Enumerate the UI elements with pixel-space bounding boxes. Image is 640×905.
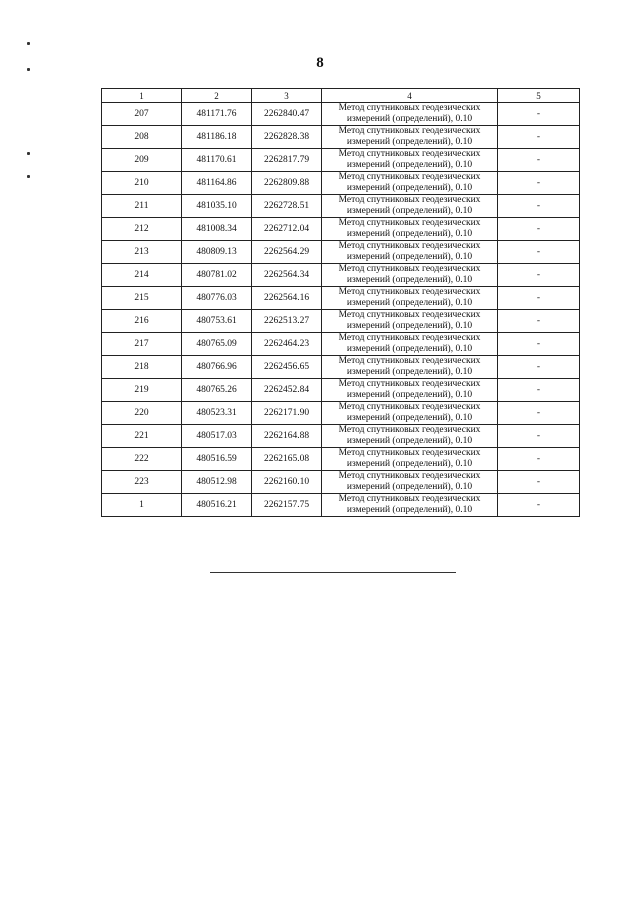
y-coordinate-cell: 2262828.38 xyxy=(252,126,322,149)
y-coordinate-cell: 2262564.34 xyxy=(252,264,322,287)
y-coordinate-cell: 2262160.10 xyxy=(252,471,322,494)
header-cell: 1 xyxy=(102,89,182,103)
method-cell xyxy=(322,448,498,471)
method-line: Метод спутниковых геодезических xyxy=(338,103,481,113)
table-row xyxy=(102,425,580,448)
y-coordinate-cell: 2262564.29 xyxy=(252,241,322,264)
table-row xyxy=(102,287,580,310)
method-line: Метод спутниковых геодезических xyxy=(338,333,481,343)
table-row xyxy=(102,379,580,402)
method-cell xyxy=(322,264,498,287)
y-coordinate-cell: 2262164.88 xyxy=(252,425,322,448)
method-cell xyxy=(322,126,498,149)
y-coordinate-cell: 2262513.27 xyxy=(252,310,322,333)
method-cell xyxy=(322,287,498,310)
y-coordinate-cell: 2262157.75 xyxy=(252,494,322,517)
y-coordinate-cell: 2262165.08 xyxy=(252,448,322,471)
x-coordinate-cell: 480809.13 xyxy=(182,241,252,264)
method-line: Метод спутниковых геодезических xyxy=(338,425,481,435)
y-coordinate-cell: 2262728.51 xyxy=(252,195,322,218)
header-cell: 5 xyxy=(498,89,580,103)
table-row xyxy=(102,103,580,126)
x-coordinate-cell: 481171.76 xyxy=(182,103,252,126)
x-coordinate-cell: 481035.10 xyxy=(182,195,252,218)
method-cell xyxy=(322,402,498,425)
method-line: Метод спутниковых геодезических xyxy=(338,287,481,297)
method-line: Метод спутниковых геодезических xyxy=(338,241,481,251)
method-line: Метод спутниковых геодезических xyxy=(338,494,481,504)
coordinates-table xyxy=(101,88,580,517)
method-line: Метод спутниковых геодезических xyxy=(338,149,481,159)
x-coordinate-cell: 481008.34 xyxy=(182,218,252,241)
y-coordinate-cell: 2262712.04 xyxy=(252,218,322,241)
point-number-cell: 218 xyxy=(102,356,182,379)
method-line: Метод спутниковых геодезических xyxy=(338,402,481,412)
table-row xyxy=(102,448,580,471)
point-number-cell: 217 xyxy=(102,333,182,356)
method-line: измерений (определений), 0.10 xyxy=(346,137,473,147)
method-line: Метод спутниковых геодезических xyxy=(338,471,481,481)
method-line: измерений (определений), 0.10 xyxy=(346,413,473,423)
x-coordinate-cell: 480517.03 xyxy=(182,425,252,448)
note-cell: - xyxy=(498,103,580,126)
table-row xyxy=(102,241,580,264)
method-line: измерений (определений), 0.10 xyxy=(346,183,473,193)
point-number-cell: 213 xyxy=(102,241,182,264)
x-coordinate-cell: 480765.09 xyxy=(182,333,252,356)
page-number: 8 xyxy=(316,55,324,71)
method-line: измерений (определений), 0.10 xyxy=(346,275,473,285)
note-cell: - xyxy=(498,241,580,264)
method-line: измерений (определений), 0.10 xyxy=(346,206,473,216)
note-cell: - xyxy=(498,356,580,379)
table-row xyxy=(102,402,580,425)
method-cell xyxy=(322,471,498,494)
note-cell: - xyxy=(498,333,580,356)
point-number-cell: 214 xyxy=(102,264,182,287)
point-number-cell: 209 xyxy=(102,149,182,172)
x-coordinate-cell: 480765.26 xyxy=(182,379,252,402)
method-line: Метод спутниковых геодезических xyxy=(338,218,481,228)
point-number-cell: 208 xyxy=(102,126,182,149)
point-number-cell: 221 xyxy=(102,425,182,448)
table-row xyxy=(102,333,580,356)
y-coordinate-cell: 2262564.16 xyxy=(252,287,322,310)
note-cell: - xyxy=(498,310,580,333)
note-cell: - xyxy=(498,494,580,517)
table-row xyxy=(102,310,580,333)
point-number-cell: 216 xyxy=(102,310,182,333)
note-cell: - xyxy=(498,195,580,218)
point-number-cell: 215 xyxy=(102,287,182,310)
table-row xyxy=(102,264,580,287)
method-line: измерений (определений), 0.10 xyxy=(346,321,473,331)
note-cell: - xyxy=(498,218,580,241)
table-row xyxy=(102,149,580,172)
table-body xyxy=(102,103,580,517)
note-cell: - xyxy=(498,448,580,471)
method-line: измерений (определений), 0.10 xyxy=(346,505,473,515)
point-number-cell: 212 xyxy=(102,218,182,241)
method-cell xyxy=(322,149,498,172)
method-line: измерений (определений), 0.10 xyxy=(346,436,473,446)
x-coordinate-cell: 480516.59 xyxy=(182,448,252,471)
x-coordinate-cell: 481164.86 xyxy=(182,172,252,195)
x-coordinate-cell: 480766.96 xyxy=(182,356,252,379)
method-line: измерений (определений), 0.10 xyxy=(346,298,473,308)
x-coordinate-cell: 480523.31 xyxy=(182,402,252,425)
point-number-cell: 223 xyxy=(102,471,182,494)
note-cell: - xyxy=(498,172,580,195)
margin-mark xyxy=(27,175,30,178)
method-line: измерений (определений), 0.10 xyxy=(346,229,473,239)
method-line: Метод спутниковых геодезических xyxy=(338,356,481,366)
point-number-cell: 222 xyxy=(102,448,182,471)
x-coordinate-cell: 480776.03 xyxy=(182,287,252,310)
method-cell xyxy=(322,379,498,402)
method-cell xyxy=(322,494,498,517)
method-line: измерений (определений), 0.10 xyxy=(346,344,473,354)
note-cell: - xyxy=(498,126,580,149)
x-coordinate-cell: 480516.21 xyxy=(182,494,252,517)
table-row xyxy=(102,494,580,517)
header-cell: 2 xyxy=(182,89,252,103)
note-cell: - xyxy=(498,287,580,310)
margin-mark xyxy=(27,152,30,155)
x-coordinate-cell: 480781.02 xyxy=(182,264,252,287)
x-coordinate-cell: 481186.18 xyxy=(182,126,252,149)
method-line: измерений (определений), 0.10 xyxy=(346,459,473,469)
point-number-cell: 210 xyxy=(102,172,182,195)
method-line: измерений (определений), 0.10 xyxy=(346,114,473,124)
table-header-row xyxy=(102,89,580,103)
x-coordinate-cell: 481170.61 xyxy=(182,149,252,172)
method-cell xyxy=(322,103,498,126)
table-row xyxy=(102,218,580,241)
note-cell: - xyxy=(498,402,580,425)
method-cell xyxy=(322,333,498,356)
note-cell: - xyxy=(498,379,580,402)
method-cell xyxy=(322,195,498,218)
method-line: Метод спутниковых геодезических xyxy=(338,448,481,458)
note-cell: - xyxy=(498,264,580,287)
method-line: Метод спутниковых геодезических xyxy=(338,310,481,320)
header-cell: 4 xyxy=(322,89,498,103)
point-number-cell: 1 xyxy=(102,494,182,517)
table-row xyxy=(102,126,580,149)
method-line: измерений (определений), 0.10 xyxy=(346,160,473,170)
bottom-rule xyxy=(210,572,456,573)
note-cell: - xyxy=(498,425,580,448)
table-row xyxy=(102,172,580,195)
table-row xyxy=(102,471,580,494)
method-cell xyxy=(322,425,498,448)
method-line: измерений (определений), 0.10 xyxy=(346,367,473,377)
margin-mark xyxy=(27,42,30,45)
method-cell xyxy=(322,310,498,333)
point-number-cell: 220 xyxy=(102,402,182,425)
method-cell xyxy=(322,218,498,241)
y-coordinate-cell: 2262464.23 xyxy=(252,333,322,356)
method-cell xyxy=(322,356,498,379)
y-coordinate-cell: 2262817.79 xyxy=(252,149,322,172)
note-cell: - xyxy=(498,471,580,494)
y-coordinate-cell: 2262809.88 xyxy=(252,172,322,195)
point-number-cell: 219 xyxy=(102,379,182,402)
method-cell xyxy=(322,172,498,195)
header-cell: 3 xyxy=(252,89,322,103)
method-line: Метод спутниковых геодезических xyxy=(338,264,481,274)
method-line: Метод спутниковых геодезических xyxy=(338,379,481,389)
y-coordinate-cell: 2262452.84 xyxy=(252,379,322,402)
method-line: измерений (определений), 0.10 xyxy=(346,252,473,262)
method-line: Метод спутниковых геодезических xyxy=(338,126,481,136)
method-line: измерений (определений), 0.10 xyxy=(346,390,473,400)
point-number-cell: 211 xyxy=(102,195,182,218)
method-cell xyxy=(322,241,498,264)
method-line: Метод спутниковых геодезических xyxy=(338,172,481,182)
table-row xyxy=(102,195,580,218)
x-coordinate-cell: 480512.98 xyxy=(182,471,252,494)
note-cell: - xyxy=(498,149,580,172)
method-line: измерений (определений), 0.10 xyxy=(346,482,473,492)
method-line: Метод спутниковых геодезических xyxy=(338,195,481,205)
y-coordinate-cell: 2262840.47 xyxy=(252,103,322,126)
y-coordinate-cell: 2262456.65 xyxy=(252,356,322,379)
point-number-cell: 207 xyxy=(102,103,182,126)
y-coordinate-cell: 2262171.90 xyxy=(252,402,322,425)
x-coordinate-cell: 480753.61 xyxy=(182,310,252,333)
table-row xyxy=(102,356,580,379)
